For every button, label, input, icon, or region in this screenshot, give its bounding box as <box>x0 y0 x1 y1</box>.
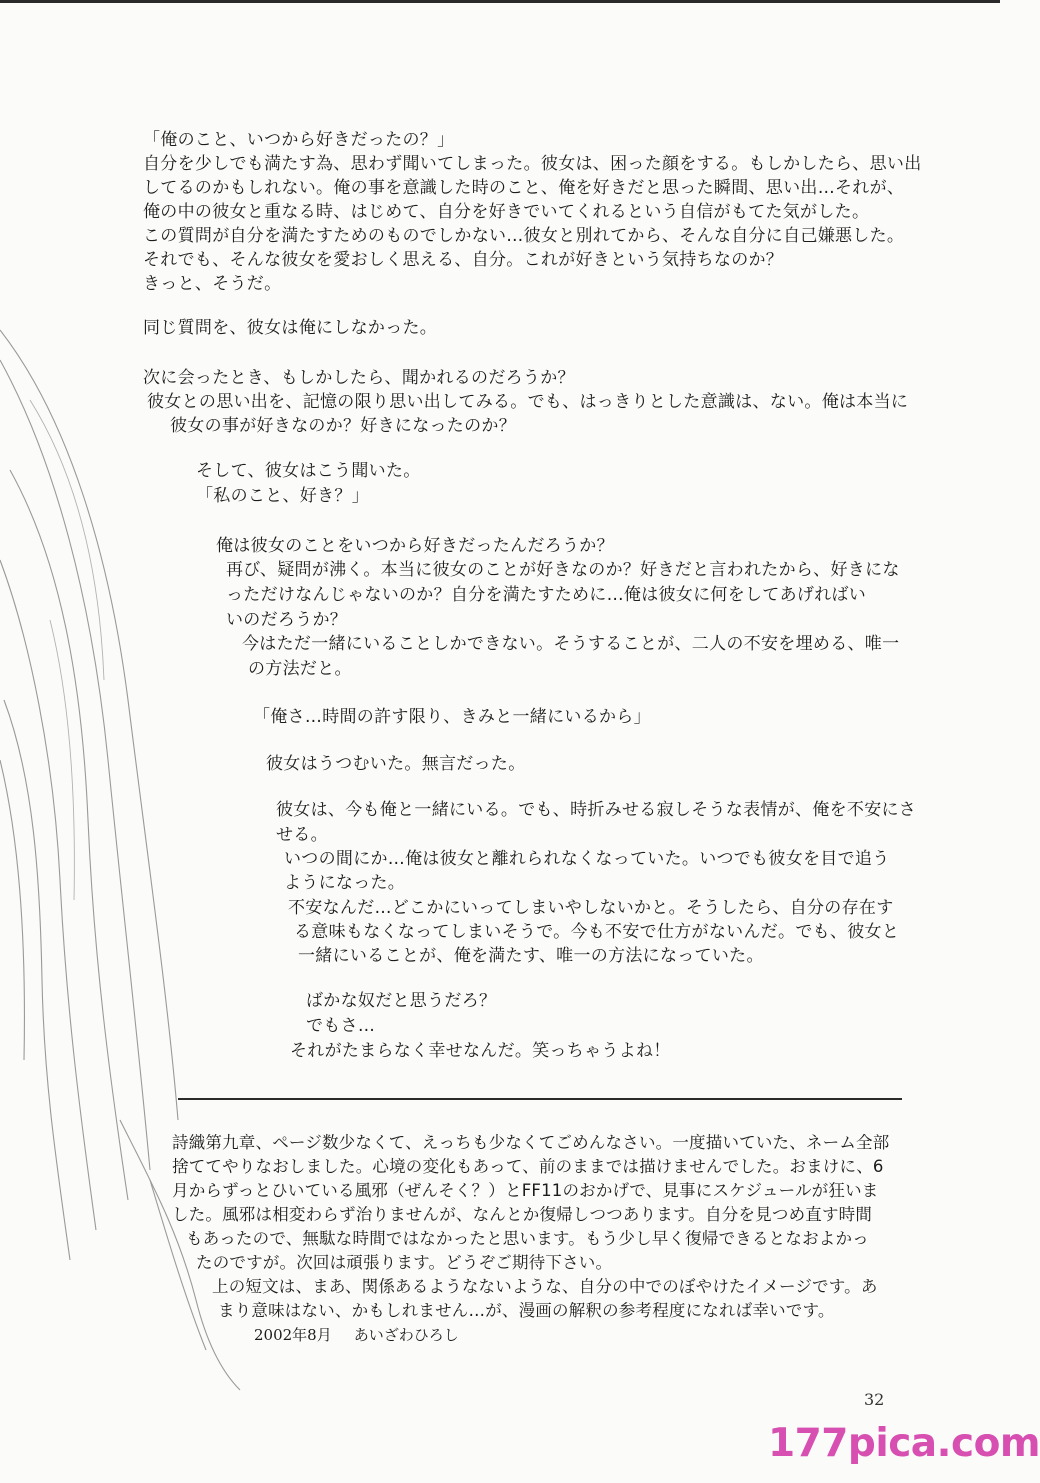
story-line: きっと、そうだ。 <box>143 274 282 294</box>
afterword-line: 上の短文は、まあ、関係あるようなないような、自分の中でのぼやけたイメージです。あ <box>212 1277 878 1296</box>
site-watermark: 177pica.com <box>768 1421 1040 1466</box>
afterword-line: 月からずっとひいている風邪（ぜんそく？）とFF11のおかげで、見事にスケジュールが狂いま <box>172 1181 879 1200</box>
signature-author: あいざわひろし <box>353 1326 459 1344</box>
story-line: ばかな奴だと思うだろ？ <box>306 991 497 1011</box>
section-divider <box>178 1098 902 1100</box>
story-line: 不安なんだ…どこかにいってしまいやしないかと。そうしたら、自分の存在す <box>288 898 894 918</box>
story-line: 今はただ一緒にいることしかできない。そうすることが、二人の不安を埋める、唯一 <box>242 634 900 654</box>
story-line: 「私のこと、好き？」 <box>196 486 369 506</box>
story-line: の方法だと。 <box>248 659 352 679</box>
story-line: いのだろうか？ <box>226 610 348 630</box>
story-line: それがたまらなく幸せなんだ。笑っちゃうよね！ <box>290 1041 671 1061</box>
afterword-line: 詩織第九章、ページ数少なくて、えっちも少なくてごめんなさい。一度描いていた、ネーム全部 <box>172 1133 890 1152</box>
story-line: 同じ質問を、彼女は俺にしなかった。 <box>143 318 438 338</box>
page-number: 32 <box>864 1390 885 1409</box>
story-line: 彼女との思い出を、記憶の限り思い出してみる。でも、はっきりとした意識は、ない。俺は本当に <box>147 392 909 412</box>
story-line: 次に会ったとき、もしかしたら、聞かれるのだろうか？ <box>143 368 575 388</box>
afterword-line: まり意味はない、かもしれません…が、漫画の解釈の参考程度になれば幸いです。 <box>218 1301 835 1320</box>
story-line: 「俺のこと、いつから好きだったの？」 <box>143 130 455 150</box>
story-line: それでも、そんな彼女を愛おしく思える、自分。これが好きという気持ちなのか？ <box>143 250 784 270</box>
story-line: でもさ… <box>306 1016 376 1036</box>
story-line: ようになった。 <box>284 873 406 893</box>
story-line: 自分を少しでも満たす為、思わず聞いてしまった。彼女は、困った顔をする。もしかしたら、思い出 <box>143 154 922 174</box>
afterword-line: もあったので、無駄な時間ではなかったと思います。もう少し早く復帰できるとなおよかっ <box>186 1229 869 1248</box>
afterword-line: たのですが。次回は頑張ります。どうぞご期待下さい。 <box>196 1253 613 1272</box>
signature-date: 2002年8月 <box>254 1326 332 1344</box>
afterword-line: した。風邪は相変わらず治りませんが、なんとか復帰しつつあります。自分を見つめ直す時間 <box>172 1205 873 1224</box>
story-line: 彼女は、今も俺と一緒にいる。でも、時折みせる寂しそうな表情が、俺を不安にさ <box>276 800 917 820</box>
story-line: 「俺さ…時間の許す限り、きみと一緒にいるから」 <box>253 707 651 727</box>
story-line: いつの間にか…俺は彼女と離れられなくなっていた。いつでも彼女を目で追う <box>284 849 890 869</box>
story-line: 彼女の事が好きなのか？好きになったのか？ <box>170 416 516 436</box>
story-line: 俺は彼女のことをいつから好きだったんだろうか？ <box>216 536 614 556</box>
story-line: せる。 <box>276 825 328 845</box>
story-line: 再び、疑問が沸く。本当に彼女のことが好きなのか？好きだと言われたから、好きにな <box>226 560 900 580</box>
story-line: る意味もなくなってしまいそうで。今も不安で仕方がないんだ。でも、彼女と <box>294 922 900 942</box>
story-line: 俺の中の彼女と重なる時、はじめて、自分を好きでいてくれるという自信がもてた気がした。 <box>143 202 870 222</box>
story-line: してるのかもしれない。俺の事を意識した時のこと、俺を好きだと思った瞬間、思い出…それが、 <box>143 178 905 198</box>
story-line: この質問が自分を満たすためのものでしかない…彼女と別れてから、そんな自分に自己嫌悪した。 <box>143 226 905 246</box>
signature <box>254 1324 459 1345</box>
story-line: 一緒にいることが、俺を満たす、唯一の方法になっていた。 <box>298 946 764 966</box>
story-line: っただけなんじゃないのか？自分を満たすために…俺は彼女に何をしてあげればい <box>226 585 867 605</box>
afterword-line: 捨ててやりなおしました。心境の変化もあって、前のままでは描けませんでした。おまけに、6 <box>172 1157 884 1176</box>
story-line: そして、彼女はこう聞いた。 <box>196 461 421 481</box>
story-line: 彼女はうつむいた。無言だった。 <box>266 754 526 774</box>
